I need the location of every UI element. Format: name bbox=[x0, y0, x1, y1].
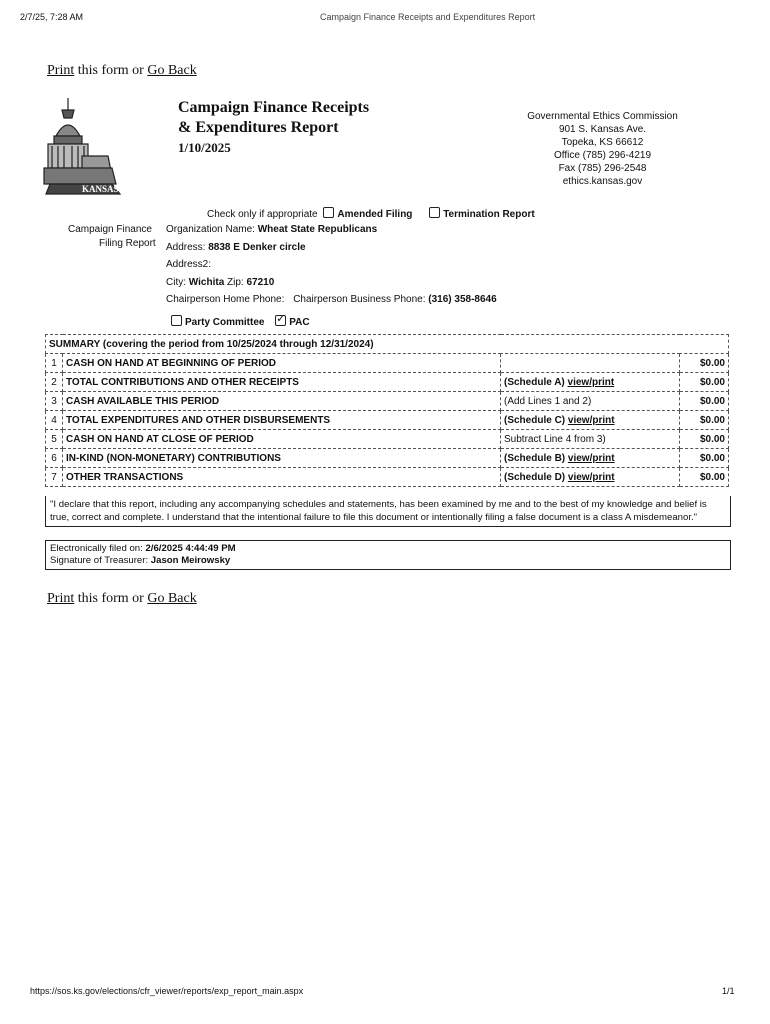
top-nav bbox=[47, 63, 197, 79]
party-committee-label: Party Committee bbox=[185, 317, 265, 328]
print-footer-url: https://sos.ks.gov/elections/cfr_viewer/reports/exp_report_main.aspx bbox=[30, 986, 304, 996]
agency-name: Governmental Ethics Commission bbox=[527, 111, 678, 122]
termination-report-label: Termination Report bbox=[443, 209, 535, 220]
agency-city: Topeka, KS 66612 bbox=[561, 137, 644, 148]
summary-row bbox=[46, 449, 729, 468]
declaration-statement: "I declare that this report, including any accompanying schedules and statements, has been examined by me and to the best of my knowledge and belief is true, correct and complete. I understand that the intentional failure to file this document or intentionally filing a false document is a class A misdemeanor." bbox=[45, 496, 731, 527]
schedule-b-view-print-link[interactable]: view/print bbox=[567, 452, 615, 464]
report-title-line2: & Expenditures Report bbox=[178, 119, 339, 136]
line-number: 5 bbox=[46, 430, 63, 449]
line-number: 2 bbox=[46, 373, 63, 392]
line-schedule: Subtract Line 4 from 3) bbox=[501, 430, 680, 449]
address-value: 8838 E Denker circle bbox=[208, 242, 306, 253]
amended-filing-label: Amended Filing bbox=[337, 209, 413, 220]
line-schedule: (Schedule C) view/print bbox=[501, 411, 680, 430]
filed-on-row bbox=[50, 543, 726, 555]
line-label: IN-KIND (NON-MONETARY) CONTRIBUTIONS bbox=[63, 449, 501, 468]
org-name-label: Organization Name: bbox=[166, 224, 255, 235]
treasurer-label: Signature of Treasurer: bbox=[50, 555, 149, 566]
line-amount: $0.00 bbox=[680, 430, 729, 449]
summary-heading: SUMMARY (covering the period from 10/25/2024 through 12/31/2024) bbox=[46, 335, 729, 354]
treasurer-value: Jason Meirowsky bbox=[150, 555, 231, 566]
kansas-capitol-seal bbox=[42, 96, 130, 196]
chairperson-phone-row bbox=[166, 294, 497, 305]
side-label-campaign-finance: Campaign Finance bbox=[68, 224, 152, 235]
agency-fax: Fax (785) 296-2548 bbox=[558, 163, 647, 174]
line-amount: $0.00 bbox=[680, 354, 729, 373]
line-label: CASH AVAILABLE THIS PERIOD bbox=[63, 392, 501, 411]
address2-row bbox=[166, 259, 211, 270]
chair-business-phone-label: Chairperson Business Phone: bbox=[293, 294, 426, 305]
termination-report-checkbox[interactable] bbox=[429, 207, 440, 218]
summary-row bbox=[46, 373, 729, 392]
line-schedule: (Schedule B) view/print bbox=[501, 449, 680, 468]
print-link[interactable]: Print bbox=[47, 63, 75, 78]
committee-type-row bbox=[168, 315, 310, 328]
line-number: 3 bbox=[46, 392, 63, 411]
check-options-row bbox=[207, 207, 535, 220]
pac-label: PAC bbox=[289, 317, 310, 328]
schedule-a-view-print-link[interactable]: view/print bbox=[567, 376, 615, 388]
summary-row bbox=[46, 411, 729, 430]
agency-contact bbox=[500, 110, 705, 188]
filed-on-label: Electronically filed on: bbox=[50, 543, 143, 554]
line-schedule: (Add Lines 1 and 2) bbox=[501, 392, 680, 411]
go-back-link-bottom[interactable]: Go Back bbox=[147, 591, 197, 606]
report-title-block bbox=[178, 98, 369, 158]
summary-row bbox=[46, 468, 729, 487]
amended-filing-checkbox[interactable] bbox=[323, 207, 334, 218]
summary-row bbox=[46, 392, 729, 411]
check-label: Check only if appropriate bbox=[207, 209, 318, 220]
bottom-nav bbox=[47, 591, 197, 607]
print-link-bottom[interactable]: Print bbox=[47, 591, 75, 606]
line-schedule bbox=[501, 354, 680, 373]
svg-text:KANSAS: KANSAS bbox=[82, 184, 119, 194]
line-amount: $0.00 bbox=[680, 449, 729, 468]
line-amount: $0.00 bbox=[680, 373, 729, 392]
address2-label: Address2: bbox=[166, 259, 212, 270]
city-label: City: bbox=[166, 277, 186, 288]
treasurer-row bbox=[50, 555, 726, 567]
nav-text-bottom: this form or bbox=[74, 591, 148, 606]
print-page-title: Campaign Finance Receipts and Expenditures Report bbox=[320, 12, 536, 22]
print-footer-page: 1/1 bbox=[722, 986, 735, 996]
summary-row bbox=[46, 354, 729, 373]
line-amount: $0.00 bbox=[680, 468, 729, 487]
summary-heading-row bbox=[46, 335, 729, 354]
report-date: 1/10/2025 bbox=[178, 140, 231, 155]
organization-name-row bbox=[166, 224, 377, 235]
zip-value: 67210 bbox=[246, 277, 275, 288]
side-label-filing-report: Filing Report bbox=[99, 238, 156, 249]
chair-business-phone-value: (316) 358-8646 bbox=[428, 294, 497, 305]
line-label: CASH ON HAND AT BEGINNING OF PERIOD bbox=[63, 354, 501, 373]
address-row bbox=[166, 242, 306, 253]
address-label: Address: bbox=[166, 242, 206, 253]
line-amount: $0.00 bbox=[680, 411, 729, 430]
line-number: 6 bbox=[46, 449, 63, 468]
city-zip-row bbox=[166, 277, 274, 288]
line-label: OTHER TRANSACTIONS bbox=[63, 468, 501, 487]
pac-checkbox[interactable]: ✓ bbox=[276, 313, 286, 325]
signature-block bbox=[45, 540, 731, 570]
line-amount: $0.00 bbox=[680, 392, 729, 411]
line-number: 1 bbox=[46, 354, 63, 373]
line-number: 4 bbox=[46, 411, 63, 430]
report-title-line1: Campaign Finance Receipts bbox=[178, 99, 370, 116]
nav-text: this form or bbox=[74, 63, 148, 78]
print-datetime: 2/7/25, 7:28 AM bbox=[20, 12, 84, 22]
agency-website: ethics.kansas.gov bbox=[562, 176, 643, 187]
city-value: Wichita bbox=[188, 277, 225, 288]
line-label: CASH ON HAND AT CLOSE OF PERIOD bbox=[63, 430, 501, 449]
line-label: TOTAL EXPENDITURES AND OTHER DISBURSEMENTS bbox=[63, 411, 501, 430]
party-committee-checkbox[interactable] bbox=[171, 315, 182, 326]
line-schedule: (Schedule A) view/print bbox=[501, 373, 680, 392]
summary-table bbox=[45, 334, 729, 487]
go-back-link[interactable]: Go Back bbox=[147, 63, 197, 78]
line-label: TOTAL CONTRIBUTIONS AND OTHER RECEIPTS bbox=[63, 373, 501, 392]
chair-home-phone-label: Chairperson Home Phone: bbox=[166, 294, 285, 305]
summary-row bbox=[46, 430, 729, 449]
zip-label: Zip: bbox=[227, 277, 244, 288]
filed-on-value: 2/6/2025 4:44:49 PM bbox=[145, 543, 236, 554]
schedule-c-view-print-link[interactable]: view/print bbox=[567, 414, 615, 426]
org-name-value: Wheat State Republicans bbox=[257, 224, 378, 235]
schedule-d-view-print-link[interactable]: view/print bbox=[567, 471, 615, 483]
line-schedule: (Schedule D) view/print bbox=[501, 468, 680, 487]
line-number: 7 bbox=[46, 468, 63, 487]
agency-office-phone: Office (785) 296-4219 bbox=[553, 150, 652, 161]
agency-street: 901 S. Kansas Ave. bbox=[558, 124, 647, 135]
